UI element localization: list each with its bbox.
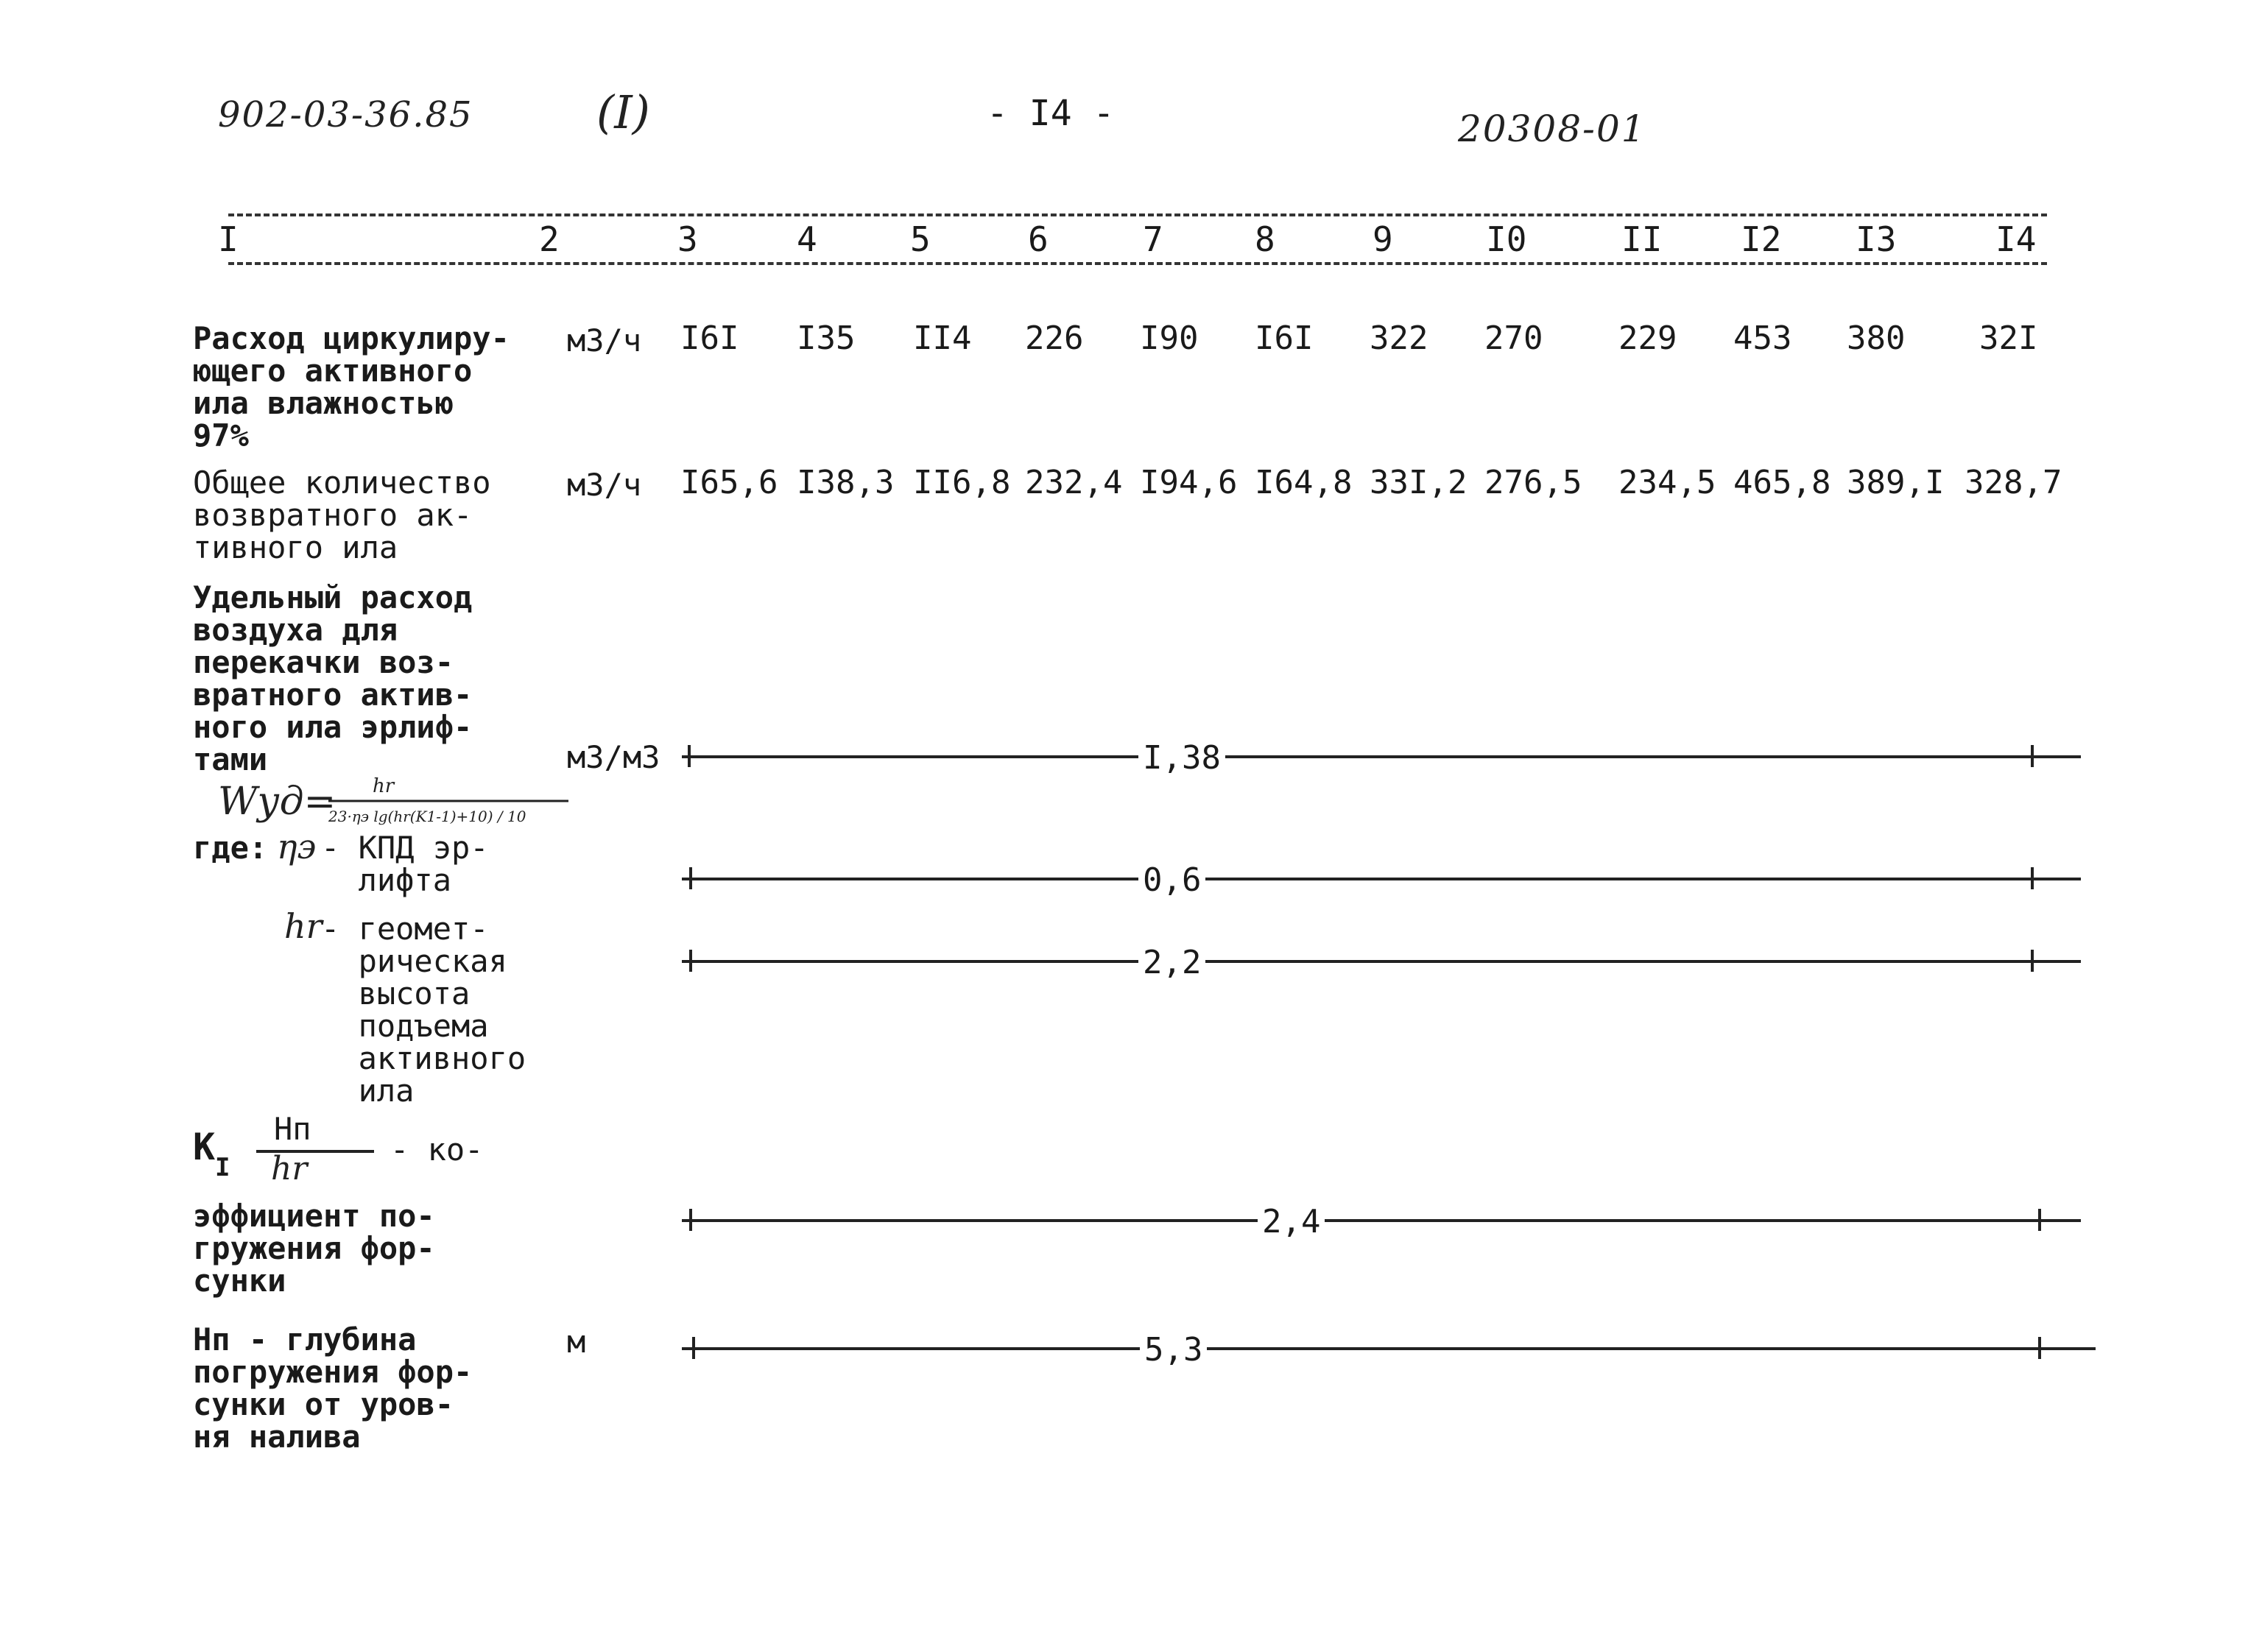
column-number: I4 <box>1995 219 2037 259</box>
column-number: I <box>218 219 239 259</box>
height-value: 2,2 <box>1138 944 1205 981</box>
k1-tail: - ко- <box>390 1132 484 1168</box>
page-number: - I4 - <box>987 93 1115 134</box>
efficiency-value: 0,6 <box>1138 861 1205 899</box>
column-number: 3 <box>677 219 698 259</box>
depth-unit: м <box>567 1324 586 1360</box>
row-total-label: Общее количество возвратного ак- тивного ила <box>193 465 491 565</box>
table-cell: 465,8 <box>1733 464 1831 501</box>
depth-label: Нп - глубина погружения фор- сунки от уров- ня налива <box>193 1321 473 1455</box>
k1-value: 2,4 <box>1258 1203 1325 1240</box>
formula-numerator: hr <box>373 775 395 797</box>
formula-denominator: 23·ηэ lg(hr(K1-1)+10) / 10 <box>328 808 526 825</box>
column-number: 7 <box>1143 219 1163 259</box>
table-cell: I35 <box>797 320 856 357</box>
row-circulating-label: Расход циркулиру- ющего активного ила влажностью 97% <box>193 320 510 453</box>
column-number: I2 <box>1741 219 1782 259</box>
column-number: 4 <box>797 219 817 259</box>
table-cell: 270 <box>1484 320 1543 357</box>
column-number: 9 <box>1373 219 1393 259</box>
table-cell: 276,5 <box>1484 464 1582 501</box>
volume-number: (I) <box>596 85 650 139</box>
table-cell: I90 <box>1140 320 1199 357</box>
table-cell: 328,7 <box>1965 464 2062 501</box>
row-air-unit: м3/м3 <box>567 739 660 775</box>
row-air-label: Удельный расход воздуха для перекачки воз- вратного актив- ного ила эрлиф- тами <box>193 579 473 777</box>
depth-range <box>682 1331 2096 1369</box>
table-cell: 453 <box>1733 320 1792 357</box>
table-cell: II4 <box>913 320 972 357</box>
height-symbol: hr <box>284 906 323 946</box>
efficiency-range <box>682 861 2081 899</box>
table-cell: I6I <box>680 320 739 357</box>
row-air-range <box>682 739 2081 777</box>
formula-lhs: Wуд= <box>218 780 337 824</box>
k1-symbol: K <box>193 1126 216 1168</box>
column-number: 8 <box>1255 219 1275 259</box>
where-label: где: <box>193 830 268 866</box>
table-cell: 232,4 <box>1025 464 1123 501</box>
height-label: - геомет- рическая высота подъема активного ила <box>321 911 526 1109</box>
row-circulating-unit: м3/ч <box>567 322 642 359</box>
table-cell: I64,8 <box>1255 464 1353 501</box>
column-number: 6 <box>1028 219 1049 259</box>
column-number: I3 <box>1856 219 1897 259</box>
k1-range <box>682 1203 2081 1240</box>
table-cell: 234,5 <box>1618 464 1716 501</box>
sheet-code: 20308-01 <box>1458 107 1646 150</box>
table-cell: I38,3 <box>797 464 895 501</box>
table-cell: 33I,2 <box>1370 464 1468 501</box>
k1-label: эффициент по- гружения фор- сунки <box>193 1198 435 1299</box>
table-cell: 389,I <box>1847 464 1945 501</box>
table-cell: I6I <box>1255 320 1314 357</box>
table-cell: 229 <box>1618 320 1677 357</box>
airlift-formula <box>218 766 571 839</box>
header-rule-bottom <box>228 262 2047 265</box>
header-rule-top <box>228 213 2047 216</box>
table-cell: I65,6 <box>680 464 778 501</box>
column-number: 2 <box>539 219 560 259</box>
table-cell: 380 <box>1847 320 1906 357</box>
table-cell: I94,6 <box>1140 464 1238 501</box>
efficiency-symbol: ηэ <box>277 827 317 866</box>
table-cell: 32I <box>1979 320 2038 357</box>
column-number: II <box>1621 219 1663 259</box>
row-total-unit: м3/ч <box>567 467 642 503</box>
k1-subscript: I <box>215 1153 230 1182</box>
table-cell: II6,8 <box>913 464 1011 501</box>
row-air-value: I,38 <box>1138 739 1225 777</box>
depth-value: 5,3 <box>1140 1331 1207 1369</box>
column-number: 5 <box>910 219 931 259</box>
document-code: 902-03-36.85 <box>218 94 473 135</box>
table-cell: 322 <box>1370 320 1428 357</box>
k1-numerator: Нп <box>274 1111 311 1147</box>
efficiency-label: - КПД эр- лифта <box>321 830 489 898</box>
table-cell: 226 <box>1025 320 1084 357</box>
k1-denominator: hr <box>271 1150 308 1187</box>
height-range <box>682 944 2081 981</box>
column-number: I0 <box>1486 219 1527 259</box>
